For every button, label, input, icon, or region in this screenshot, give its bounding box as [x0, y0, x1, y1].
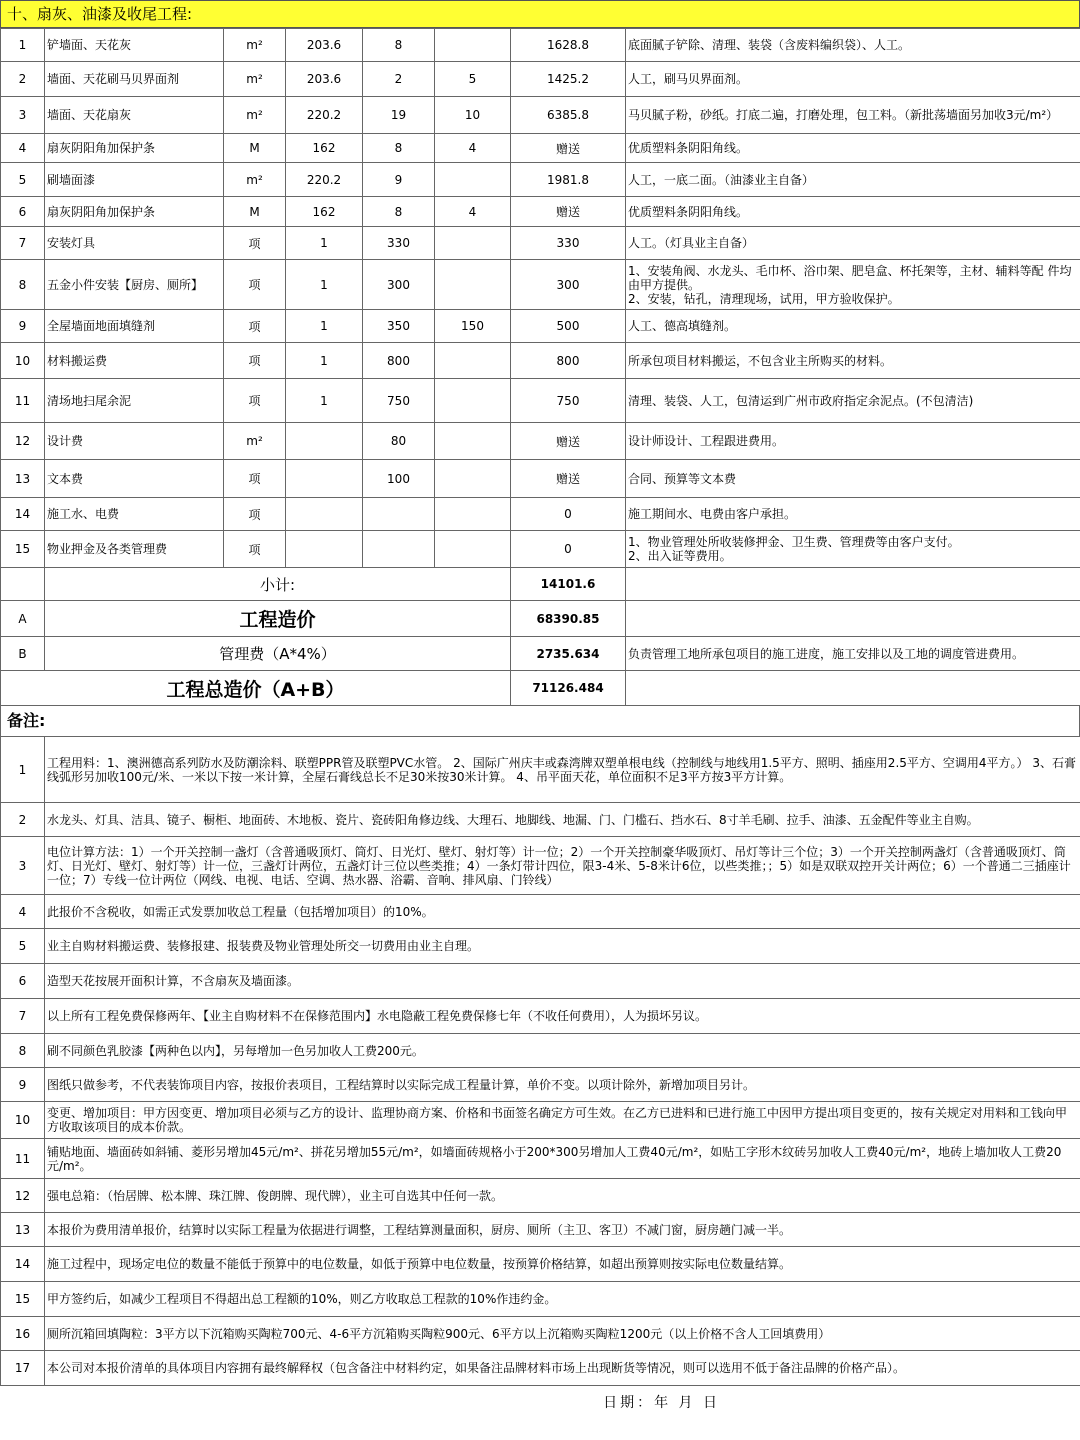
- quantity: 162: [286, 134, 363, 163]
- item-description: 人工、德高填缝剂。: [626, 310, 1080, 343]
- item-name: 墙面、天花扇灰: [45, 97, 224, 134]
- note-row: [1, 1179, 1080, 1213]
- note-text: 此报价不含税收，如需正式发票加收总工程量（包括增加项目）的10%。: [45, 895, 1080, 929]
- unit: m²: [224, 163, 286, 197]
- item-name: 文本费: [45, 460, 224, 498]
- note-row: [1, 1034, 1080, 1068]
- extra-price: [435, 460, 511, 498]
- line-total: 赠送: [511, 423, 626, 460]
- quantity: [286, 498, 363, 531]
- subtotal-value: 14101.6: [511, 568, 626, 601]
- note-number: 4: [1, 895, 45, 929]
- extra-price: [435, 227, 511, 260]
- item-description: 1、物业管理处所收装修押金、卫生费、管理费等由客户支付。 2、出入证等费用。: [626, 531, 1080, 568]
- item-description: 所承包项目材料搬运，不包含业主所购买的材料。: [626, 343, 1080, 379]
- unit: 项: [224, 379, 286, 423]
- item-name: 施工水、电费: [45, 498, 224, 531]
- item-description: 人工。（灯具业主自备）: [626, 227, 1080, 260]
- note-number: 15: [1, 1282, 45, 1317]
- line-total: 赠送: [511, 197, 626, 227]
- note-number: 13: [1, 1213, 45, 1247]
- row-number: 5: [1, 163, 45, 197]
- note-text: 以上所有工程免费保修两年、【业主自购材料不在保修范围内】水电隐蔽工程免费保修七年（不收任何费用），人为损坏另议。: [45, 999, 1080, 1034]
- note-number: 14: [1, 1247, 45, 1282]
- row-number: 2: [1, 62, 45, 97]
- item-name: 全屋墙面地面填缝剂: [45, 310, 224, 343]
- note-text: 刷不同颜色乳胶漆【两种色以内】，另每增加一色另加收人工费200元。: [45, 1034, 1080, 1068]
- table-row: [1, 379, 1080, 423]
- item-name: 清场地扫尾余泥: [45, 379, 224, 423]
- management-fee-desc: 负责管理工地所承包项目的施工进度，施工安排以及工地的调度管进费用。: [626, 637, 1080, 671]
- note-row: [1, 1282, 1080, 1317]
- table-row: [1, 197, 1080, 227]
- note-row: [1, 964, 1080, 999]
- item-description: 优质塑料条阴阳角线。: [626, 134, 1080, 163]
- quantity: 1: [286, 260, 363, 310]
- line-total: 0: [511, 531, 626, 568]
- row-number: 13: [1, 460, 45, 498]
- item-name: 刷墙面漆: [45, 163, 224, 197]
- note-text: 铺贴地面、墙面砖如斜铺、菱形另增加45元/m²、拼花另增加55元/m²，如墙面砖规格小于200*300另增加人工费40元/m²，如贴工字形木纹砖另加收人工费40元/m²，地砖上墙加收人工费20元/m²。: [45, 1139, 1080, 1179]
- row-number: 9: [1, 310, 45, 343]
- unit: 项: [224, 310, 286, 343]
- note-number: 16: [1, 1317, 45, 1351]
- extra-price: [435, 163, 511, 197]
- row-a-label: A: [1, 601, 45, 637]
- item-name: 物业押金及各类管理费: [45, 531, 224, 568]
- quantity: [286, 531, 363, 568]
- note-text: 厕所沉箱回填陶粒：3平方以下沉箱购买陶粒700元、4-6平方沉箱购买陶粒900元、6平方以上沉箱购买陶粒1200元（以上价格不含人工回填费用）: [45, 1317, 1080, 1351]
- note-number: 8: [1, 1034, 45, 1068]
- note-row: [1, 1139, 1080, 1179]
- row-number: 15: [1, 531, 45, 568]
- unit: m²: [224, 97, 286, 134]
- row-number: 4: [1, 134, 45, 163]
- table-row: [1, 498, 1080, 531]
- item-description: 底面腻子铲除、清理、装袋（含废料编织袋）、人工。: [626, 29, 1080, 62]
- note-number: 12: [1, 1179, 45, 1213]
- note-number: 17: [1, 1351, 45, 1386]
- unit-price: 9: [363, 163, 435, 197]
- extra-price: [435, 531, 511, 568]
- table-row: [1, 343, 1080, 379]
- unit: M: [224, 134, 286, 163]
- unit: m²: [224, 423, 286, 460]
- item-name: 设计费: [45, 423, 224, 460]
- unit: 项: [224, 531, 286, 568]
- project-cost-value: 68390.85: [511, 601, 626, 637]
- unit: 项: [224, 498, 286, 531]
- unit-price: 2: [363, 62, 435, 97]
- unit: 项: [224, 460, 286, 498]
- row-number: 14: [1, 498, 45, 531]
- extra-price: 4: [435, 134, 511, 163]
- summary-rows: [1, 568, 1080, 706]
- note-number: 6: [1, 964, 45, 999]
- note-row: [1, 999, 1080, 1034]
- row-number: 10: [1, 343, 45, 379]
- project-cost-label: 工程造价: [45, 601, 511, 637]
- note-text: 本公司对本报价清单的具体项目内容拥有最终解释权（包含备注中材料约定，如果备注品牌材料市场上出现断货等情况，则可以选用不低于备注品牌的价格产品）。: [45, 1351, 1080, 1386]
- line-total: 6385.8: [511, 97, 626, 134]
- unit-price: [363, 531, 435, 568]
- items-table: [0, 28, 1080, 706]
- quantity: 1: [286, 379, 363, 423]
- note-number: 9: [1, 1068, 45, 1102]
- table-row: [1, 310, 1080, 343]
- line-total: 1981.8: [511, 163, 626, 197]
- unit-price: 750: [363, 379, 435, 423]
- item-description: 合同、预算等文本费: [626, 460, 1080, 498]
- row-number: 6: [1, 197, 45, 227]
- row-number: 1: [1, 29, 45, 62]
- extra-price: 5: [435, 62, 511, 97]
- note-number: 7: [1, 999, 45, 1034]
- extra-price: 4: [435, 197, 511, 227]
- table-row: [1, 227, 1080, 260]
- item-name: 铲墙面、天花灰: [45, 29, 224, 62]
- table-row: [1, 531, 1080, 568]
- note-number: 2: [1, 803, 45, 837]
- note-number: 10: [1, 1102, 45, 1139]
- note-row: [1, 1247, 1080, 1282]
- grand-total-label: 工程总造价（A+B）: [1, 671, 511, 706]
- note-row: [1, 837, 1080, 895]
- unit: 项: [224, 227, 286, 260]
- subtotal-label: 小计:: [45, 568, 511, 601]
- note-text: 本报价为费用清单报价，结算时以实际工程量为依据进行调整，工程结算测量面积，厨房、厕所（主卫、客卫）不减门窗，厨房趟门减一半。: [45, 1213, 1080, 1247]
- note-text: 甲方签约后，如减少工程项目不得超出总工程额的10%，则乙方收取总工程款的10%作违约金。: [45, 1282, 1080, 1317]
- table-row: [1, 423, 1080, 460]
- item-name: 五金小件安装【厨房、厕所】: [45, 260, 224, 310]
- quantity: 203.6: [286, 29, 363, 62]
- unit: 项: [224, 343, 286, 379]
- item-description: 施工期间水、电费由客户承担。: [626, 498, 1080, 531]
- unit-price: [363, 498, 435, 531]
- note-text: 电位计算方法：1）一个开关控制一盏灯（含普通吸顶灯、筒灯、日光灯、壁灯、射灯等）计一位；2）一个开关控制豪华吸顶灯、吊灯等计三个位；3）一个开关控制两盏灯（含普通吸顶灯、筒灯、日光灯、壁灯、射灯等）计一位，三盏灯计两位，五盏灯计三位以些类推；4）一条灯带计四位，限3-4米、5-8米计6位，以些类推；；5）如是双联双控开关计两位；6）一个普通二三插座计一位；7）专线一位计两位（网线、电视、电话、空调、热水器、浴霸、音响、排风扇、门铃线）: [45, 837, 1080, 895]
- note-text: 图纸只做参考，不代表装饰项目内容，按报价表项目，工程结算时以实际完成工程量计算，单价不变。以项计除外，新增加项目另计。: [45, 1068, 1080, 1102]
- unit-price: 19: [363, 97, 435, 134]
- quantity: 220.2: [286, 163, 363, 197]
- unit: m²: [224, 29, 286, 62]
- note-row: [1, 1068, 1080, 1102]
- note-number: 5: [1, 929, 45, 964]
- note-text: 强电总箱：（怡居牌、松本牌、珠江牌、俊朗牌、现代牌），业主可自选其中任何一款。: [45, 1179, 1080, 1213]
- quantity: 1: [286, 310, 363, 343]
- extra-price: [435, 498, 511, 531]
- note-number: 1: [1, 737, 45, 803]
- item-description: 人工，刷马贝界面剂。: [626, 62, 1080, 97]
- table-row: [1, 29, 1080, 62]
- note-text: 水龙头、灯具、洁具、镜子、橱柜、地面砖、木地板、瓷片、瓷砖阳角修边线、大理石、地脚线、地漏、门、门槛石、挡水石、8寸羊毛刷、拉手、油漆、五金配件等业主自购。: [45, 803, 1080, 837]
- grand-total-value: 71126.484: [511, 671, 626, 706]
- note-row: [1, 803, 1080, 837]
- date-line: 日期：年 月 日: [603, 1395, 720, 1411]
- extra-price: [435, 379, 511, 423]
- row-number: 8: [1, 260, 45, 310]
- line-total: 300: [511, 260, 626, 310]
- unit-price: 350: [363, 310, 435, 343]
- quantity: [286, 460, 363, 498]
- item-description: 1、安装角阀、水龙头、毛巾杯、浴巾架、肥皂盒、杯托架等，主材、辅料等配 件均由甲方提供。 2、安装，钻孔，清理现场，试用，甲方验收保护。: [626, 260, 1080, 310]
- line-total: 1425.2: [511, 62, 626, 97]
- line-total: 1628.8: [511, 29, 626, 62]
- note-row: [1, 1317, 1080, 1351]
- item-description: 设计师设计、工程跟进费用。: [626, 423, 1080, 460]
- unit: M: [224, 197, 286, 227]
- note-row: [1, 895, 1080, 929]
- table-row: [1, 62, 1080, 97]
- item-description: 优质塑料条阴阳角线。: [626, 197, 1080, 227]
- note-row: [1, 1213, 1080, 1247]
- unit: m²: [224, 62, 286, 97]
- quantity: 220.2: [286, 97, 363, 134]
- note-text: 变更、增加项目：甲方因变更、增加项目必须与乙方的设计、监理协商方案、价格和书面签名确定方可生效。在乙方已进料和已进行施工中因甲方提出项目变更的，按有关规定对用料和工钱向甲方收取该项目的成本价款。: [45, 1102, 1080, 1139]
- extra-price: 150: [435, 310, 511, 343]
- quantity: 1: [286, 227, 363, 260]
- row-number: 11: [1, 379, 45, 423]
- row-b-label: B: [1, 637, 45, 671]
- unit-price: 8: [363, 134, 435, 163]
- note-number: 11: [1, 1139, 45, 1179]
- table-row: [1, 260, 1080, 310]
- item-name: 扇灰阴阳角加保护条: [45, 197, 224, 227]
- note-text: 造型天花按展开面积计算，不含扇灰及墙面漆。: [45, 964, 1080, 999]
- line-total: 800: [511, 343, 626, 379]
- unit-price: 8: [363, 197, 435, 227]
- note-row: [1, 1351, 1080, 1386]
- extra-price: 10: [435, 97, 511, 134]
- quantity: 162: [286, 197, 363, 227]
- unit-price: 300: [363, 260, 435, 310]
- note-text: 施工过程中，现场定电位的数量不能低于预算中的电位数量，如低于预算中电位数量，按预算价格结算，如超出预算则按实际电位数量结算。: [45, 1247, 1080, 1282]
- unit-price: 800: [363, 343, 435, 379]
- note-text: 工程用料：1、澳洲德高系列防水及防潮涂料、联塑PPR管及联塑PVC水管。 2、国际广州庆丰或森湾牌双塑单根电线（控制线与地线用1.5平方、照明、插座用2.5平方、空调用4平方。） 3、石膏线弧形另加收100元/米、一米以下按一米计算，全屋石膏线总长不足30米按30米计算。 4、吊平面天花，单位面积不足3平方按3平方计算。: [45, 737, 1080, 803]
- note-row: [1, 1102, 1080, 1139]
- notes-title: 备注:: [0, 706, 1080, 736]
- table-row: [1, 134, 1080, 163]
- table-row: [1, 163, 1080, 197]
- row-number: 12: [1, 423, 45, 460]
- table-row: [1, 97, 1080, 134]
- management-fee-label: 管理费（A*4%）: [45, 637, 511, 671]
- line-total: 330: [511, 227, 626, 260]
- item-description: 人工，一底二面。（油漆业主自备）: [626, 163, 1080, 197]
- note-row: [1, 737, 1080, 803]
- line-total: 750: [511, 379, 626, 423]
- unit-price: 8: [363, 29, 435, 62]
- unit-price: 80: [363, 423, 435, 460]
- row-number: 3: [1, 97, 45, 134]
- item-name: 扇灰阴阳角加保护条: [45, 134, 224, 163]
- item-name: 安装灯具: [45, 227, 224, 260]
- line-total: 赠送: [511, 134, 626, 163]
- extra-price: [435, 29, 511, 62]
- line-total: 0: [511, 498, 626, 531]
- extra-price: [435, 423, 511, 460]
- table-row: [1, 460, 1080, 498]
- item-name: 材料搬运费: [45, 343, 224, 379]
- section-title: 十、扇灰、油漆及收尾工程:: [0, 0, 1080, 28]
- item-description: 清理、装袋、人工，包清运到广州市政府指定余泥点。(不包清洁): [626, 379, 1080, 423]
- extra-price: [435, 260, 511, 310]
- quantity: 203.6: [286, 62, 363, 97]
- note-row: [1, 929, 1080, 964]
- line-total: 赠送: [511, 460, 626, 498]
- item-name: 墙面、天花刷马贝界面剂: [45, 62, 224, 97]
- quantity: [286, 423, 363, 460]
- item-description: 马贝腻子粉，砂纸。打底二遍，打磨处理，包工料。（新批荡墙面另加收3元/m²）: [626, 97, 1080, 134]
- quantity: 1: [286, 343, 363, 379]
- unit: 项: [224, 260, 286, 310]
- unit-price: 330: [363, 227, 435, 260]
- notes-table: [0, 736, 1080, 1386]
- note-number: 3: [1, 837, 45, 895]
- note-text: 业主自购材料搬运费、装修报建、报装费及物业管理处所交一切费用由业主自理。: [45, 929, 1080, 964]
- unit-price: 100: [363, 460, 435, 498]
- extra-price: [435, 343, 511, 379]
- row-number: 7: [1, 227, 45, 260]
- line-total: 500: [511, 310, 626, 343]
- management-fee-value: 2735.634: [511, 637, 626, 671]
